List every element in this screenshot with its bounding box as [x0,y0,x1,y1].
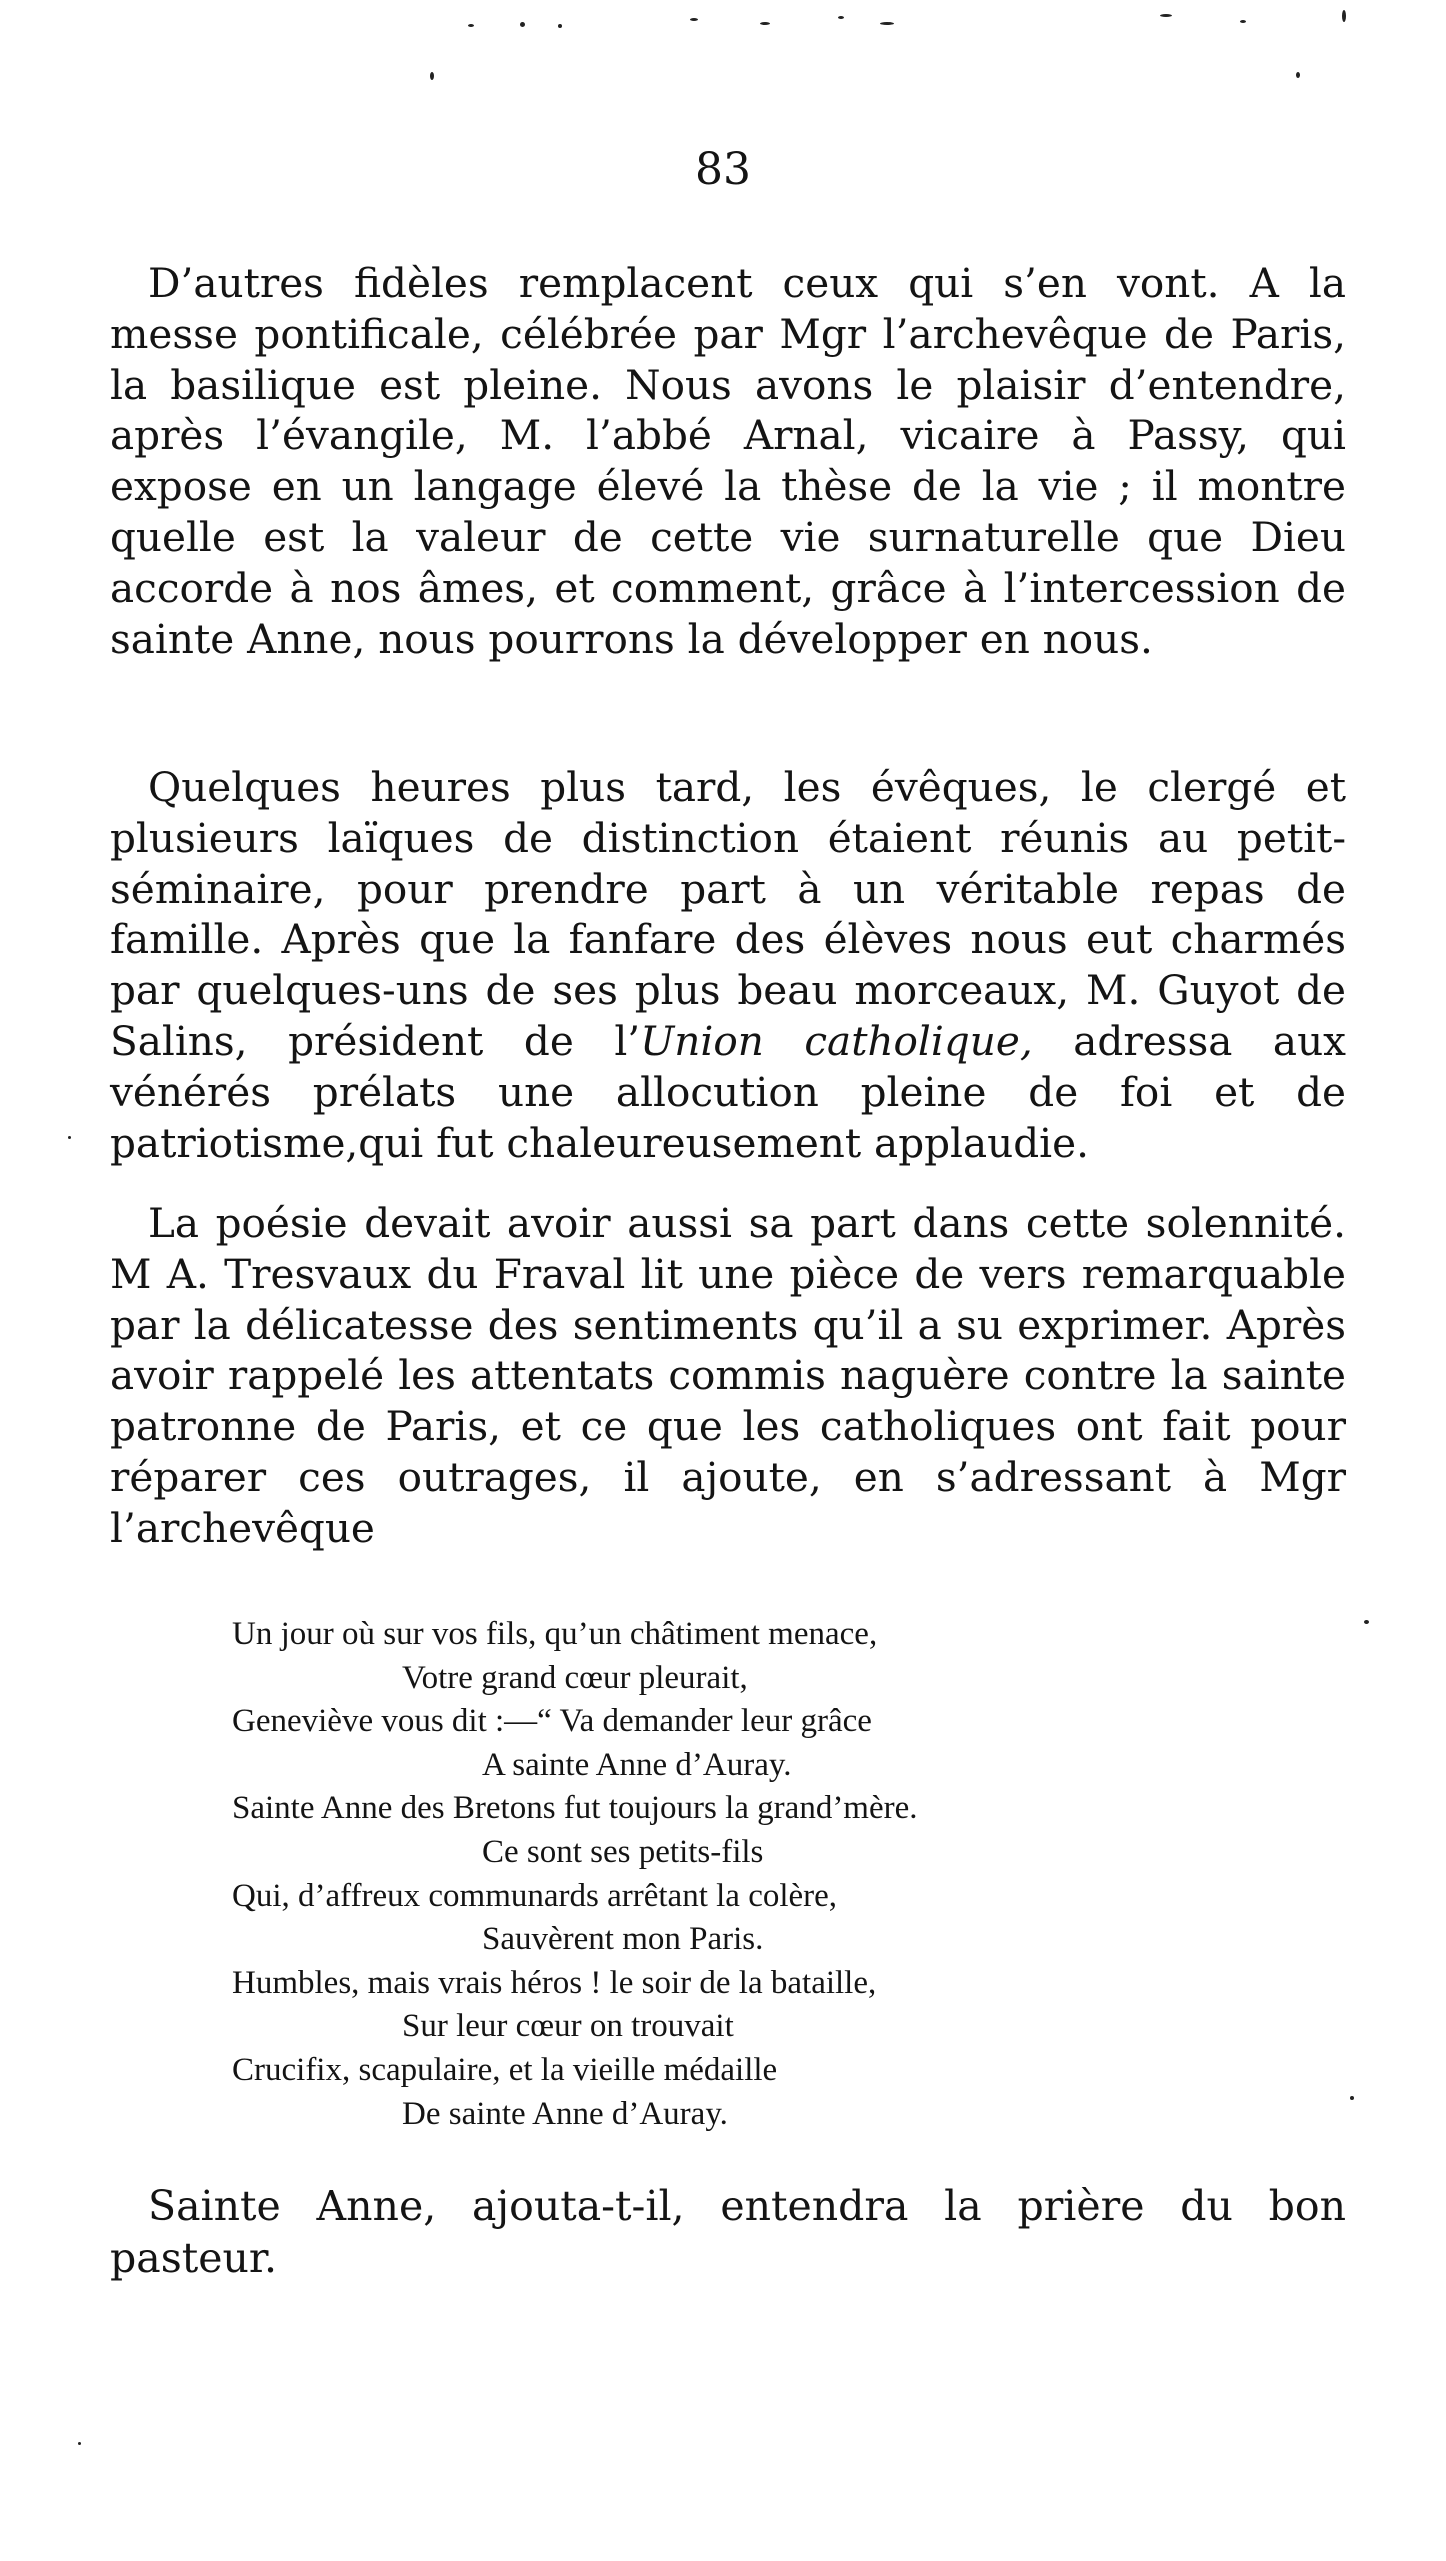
poem-line: Ce sont ses petits-fils [482,1833,764,1870]
scan-speck [430,72,434,80]
poem-line: De sainte Anne d’Auray. [402,2095,728,2132]
paragraph-2-tail: adressa aux vénérés prélats une allocution pleine de foi et de patriotisme,qui fut chaleureusement applaudie. [110,1016,1346,1167]
scan-speck [520,22,525,27]
scan-speck [68,1136,71,1139]
paragraph-4 [110,2180,1346,2284]
paragraph-1-text: D’autres fidèles remplacent ceux qui s’en vont. A la messe pontificale, célébrée par Mgr l’archevêque de Paris, la basilique est pleine. Nous avons le plaisir d’entendre, après l’évangile, M. l’abbé Arnal, vicaire à Passy, qui expose en un langage élevé la thèse de la vie ; il montre quelle est la valeur de cette vie surnaturelle que Dieu accorde à nos âmes, et comment, grâce à l’intercession de sainte Anne, nous pourrons la développer en nous. [110,259,1346,663]
poem-line: Crucifix, scapulaire, et la vieille médaille [232,2051,778,2088]
scan-speck [1296,72,1300,78]
scan-speck [468,24,474,27]
scan-speck [880,22,894,25]
poem-line: Sur leur cœur on trouvait [402,2008,734,2045]
poem-line: Sainte Anne des Bretons fut toujours la grand’mère. [232,1790,918,1827]
poem-line: Sauvèrent mon Paris. [482,1921,764,1958]
scan-speck [1160,14,1172,17]
paragraph-3 [110,1198,1346,1554]
poem-line: Votre grand cœur pleurait, [402,1659,748,1696]
poem-line: Un jour où sur vos fils, qu’un châtiment menace, [232,1616,878,1652]
page-number: 83 [695,144,751,195]
paragraph-1 [110,258,1346,664]
scan-speck [1240,20,1246,23]
poem-line: Qui, d’affreux communards arrêtant la colère, [232,1877,838,1914]
scan-speck [1350,2096,1354,2100]
poem-line: Geneviève vous dit :—“ Va demander leur grâce [232,1703,872,1740]
poem-line: A sainte Anne d’Auray. [482,1746,792,1783]
scan-speck [838,16,844,19]
paragraph-3-text: La poésie devait avoir aussi sa part dans cette solennité. M A. Tresvaux du Fraval lit une pièce de vers remarquable par la délicatesse des sentiments qu’il a su exprimer. Après avoir rappelé les attentats commis naguère contre la sainte patronne de Paris, et ce que les catholiques ont fait pour réparer ces outrages, il ajoute, en s’adressant à Mgr l’archevêque [110,1199,1346,1552]
scan-speck [78,2442,81,2445]
scan-speck [1342,10,1346,22]
paragraph-2-text: Quelques heures plus tard, les évêques, le clergé et plusieurs laïques de distinction étaient réunis au petit-séminaire, pour prendre part à un véritable repas de famille. Après que la fanfare des élèves nous eut charmés par quelques-uns de ses plus beau morceaux, M. Guyot de Salins, président de l’ [110,763,1346,1065]
scan-speck [1364,1620,1369,1624]
paragraph-4-text: Sainte Anne, ajouta-t-il, entendra la prière du bon pasteur. [110,2182,1346,2282]
paragraph-2 [110,762,1346,1168]
union-catholique-italic: Union catholique, [640,1016,1033,1065]
poem-line: Humbles, mais vrais héros ! le soir de la bataille, [232,1964,877,2001]
poem [232,1613,1232,2136]
scan-speck [558,24,562,28]
scan-speck [760,22,770,25]
scan-speck [690,18,698,21]
